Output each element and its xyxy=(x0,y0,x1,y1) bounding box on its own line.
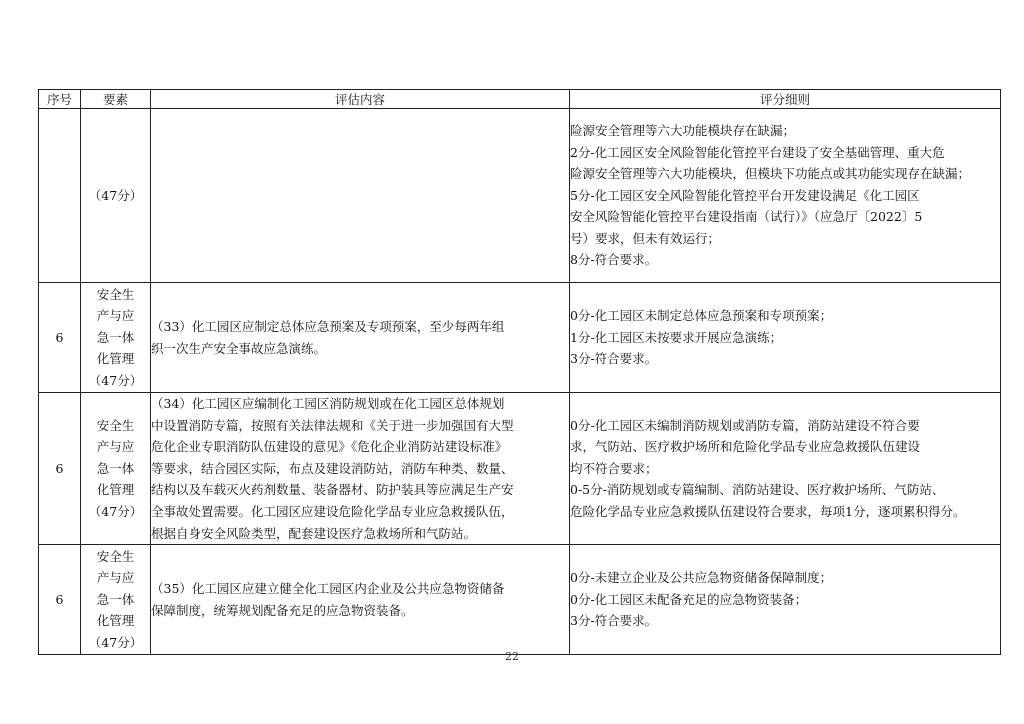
row-content xyxy=(151,393,570,545)
row-rules xyxy=(570,283,1001,393)
evaluation-table xyxy=(38,89,1001,655)
content-line: （35）化工园区应建立健全化工园区内企业及公共应急物资储备 xyxy=(151,581,505,597)
row-index: 6 xyxy=(39,545,81,655)
element-line: 化管理 xyxy=(96,482,135,498)
rule-line: 0分-化工园区未编制消防规划或消防专篇，消防站建设不符合要 xyxy=(570,417,920,433)
element-line: 产与应 xyxy=(96,439,135,455)
row-content xyxy=(151,283,570,393)
content-line: 等要求，结合园区实际，布点及建设消防站，消防车种类、数量、 xyxy=(151,460,514,476)
rule-line: 险源安全管理等六大功能模块存在缺漏； xyxy=(570,122,796,138)
element-line: （47分） xyxy=(88,635,143,651)
content-line: 根据自身安全风险类型，配套建设医疗急救场所和气防站。 xyxy=(151,525,477,541)
element-line: 急一体 xyxy=(96,591,135,607)
table-row xyxy=(39,109,1001,283)
content-line: 结构以及车载灭火药剂数量、装备器材、防护装具等应满足生产安 xyxy=(151,482,514,498)
rule-line: 3分-符合要求。 xyxy=(570,613,658,629)
content-line: （33）化工园区应制定总体应急预案及专项预案，至少每两年组 xyxy=(151,318,505,334)
rule-line: 均不符合要求； xyxy=(570,460,658,476)
element-line: 化管理 xyxy=(96,613,135,629)
row-rules xyxy=(570,393,1001,545)
header-index: 序号 xyxy=(39,90,81,109)
element-line: 化管理 xyxy=(96,351,135,367)
row-element xyxy=(81,283,151,393)
element-line: 急一体 xyxy=(96,329,135,345)
rule-line: 5分-化工园区安全风险智能化管控平台开发建设满足《化工园区 xyxy=(570,187,920,203)
rule-line: 号）要求，但未有效运行； xyxy=(570,230,721,246)
row-content xyxy=(151,109,570,283)
header-rules: 评分细则 xyxy=(570,90,1001,109)
row-element xyxy=(81,545,151,655)
row-index xyxy=(39,109,81,283)
row-element xyxy=(81,109,151,283)
row-rules xyxy=(570,545,1001,655)
rule-line: 0分-化工园区未制定总体应急预案和专项预案； xyxy=(570,308,833,324)
row-content xyxy=(151,545,570,655)
rule-line: 8分-符合要求。 xyxy=(570,252,658,268)
element-line: （47分） xyxy=(88,503,143,519)
content-line: 织一次生产安全事故应急演练。 xyxy=(151,340,327,356)
row-index: 6 xyxy=(39,283,81,393)
rule-line: 求，气防站、医疗救护场所和危险化学品专业应急救援队伍建设 xyxy=(570,439,921,455)
rule-line: 3分-符合要求。 xyxy=(570,351,658,367)
table-row xyxy=(39,283,1001,393)
table-row xyxy=(39,545,1001,655)
rule-line: 险源安全管理等六大功能模块，但模块下功能点或其功能实现存在缺漏； xyxy=(570,166,971,182)
content-line: 保障制度，统筹规划配备充足的应急物资装备。 xyxy=(151,602,414,618)
table-header-row xyxy=(39,90,1001,109)
page-number: 22 xyxy=(505,650,519,663)
rule-line: 1分-化工园区未按要求开展应急演练； xyxy=(570,329,783,345)
rule-line: 安全风险智能化管控平台建设指南（试行）》（应急厅〔2022〕5 xyxy=(570,209,923,225)
element-line: 产与应 xyxy=(96,308,135,324)
row-element xyxy=(81,393,151,545)
content-line: 危化企业专职消防队伍建设的意见》《危化企业消防站建设标准》 xyxy=(151,439,508,455)
row-rules xyxy=(570,109,1001,283)
content-line: 中设置消防专篇，按照有关法律法规和《关于进一步加强国有大型 xyxy=(151,417,514,433)
element-line: 产与应 xyxy=(96,570,135,586)
element-line: 急一体 xyxy=(96,460,135,476)
element-line: （47分） xyxy=(88,187,143,203)
element-line: 安全生 xyxy=(96,417,135,433)
header-content: 评估内容 xyxy=(151,90,570,109)
element-line: （47分） xyxy=(88,372,143,388)
row-index: 6 xyxy=(39,393,81,545)
rule-line: 危险化学品专业应急救援队伍建设符合要求，每项1分，逐项累积得分。 xyxy=(570,503,966,519)
content-line: （34）化工园区应编制化工园区消防规划或在化工园区总体规划 xyxy=(151,396,505,411)
table-row xyxy=(39,393,1001,545)
rule-line: 0分-化工园区未配备充足的应急物资装备； xyxy=(570,591,808,607)
element-line: 安全生 xyxy=(96,286,135,302)
rule-line: 0-5分-消防规划或专篇编制、消防站建设、医疗救护场所、气防站、 xyxy=(570,482,945,498)
element-line: 安全生 xyxy=(96,548,135,564)
rule-line: 2分-化工园区安全风险智能化管控平台建设了安全基础管理、重大危 xyxy=(570,144,945,160)
header-element: 要素 xyxy=(81,90,151,109)
content-line: 全事故处置需要。化工园区应建设危险化学品专业应急救援队伍， xyxy=(151,503,514,519)
rule-line: 0分-未建立企业及公共应急物资储备保障制度； xyxy=(570,570,833,586)
